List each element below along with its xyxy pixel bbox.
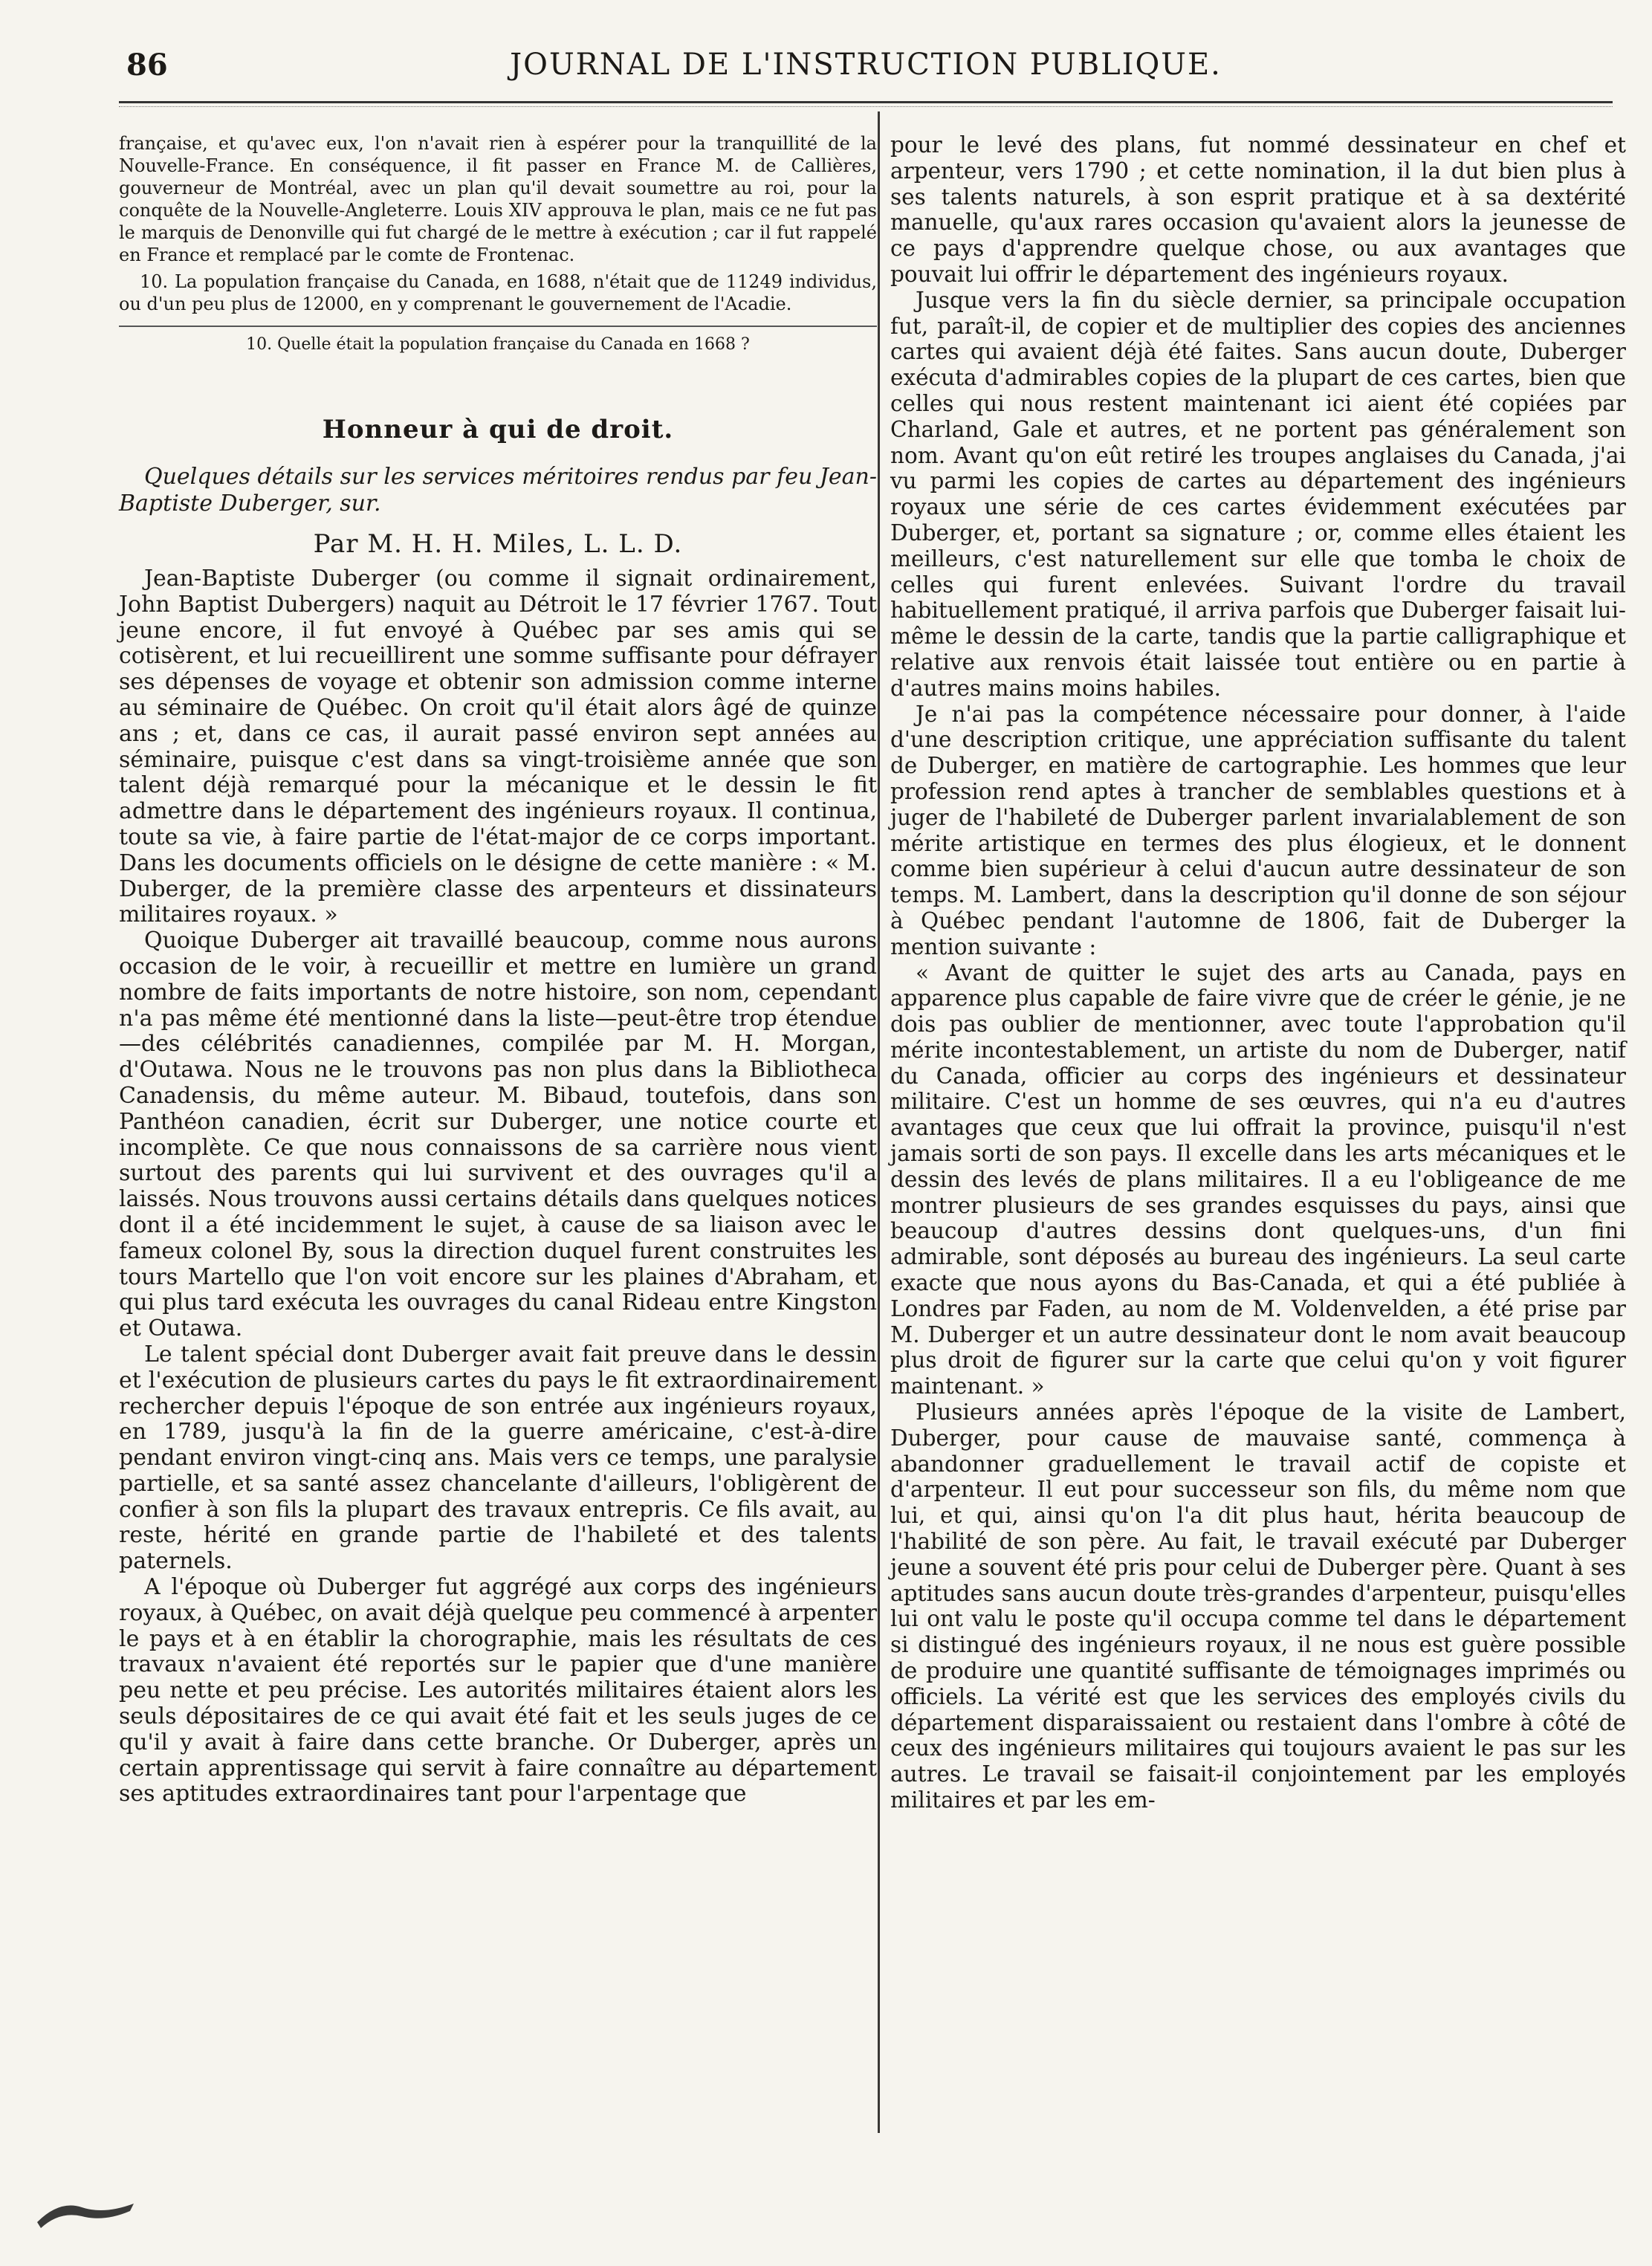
right-column <box>890 132 1626 1813</box>
column-divider <box>878 111 880 2133</box>
population-paragraph: 10. La population française du Canada, en 1688, n'était que de 11249 individus, ou d'un peu plus de 12000, en y comprenant le gouvernement de l'Acadie. <box>119 271 877 314</box>
article-paragraph: Plusieurs années après l'époque de la visite de Lambert, Duberger, pour cause de mauvaise santé, commença à abandonner graduellement le travail actif de copiste et d'arpenteur. Il eut pour successeur son fils, du même nom que lui, et qui, ainsi qu'on l'a dit plus haut, hérita beaucoup de l'habilité de son père. Au fait, le travail exécuté par Duberger jeune a souvent été pris pour celui de Duberger père. Quant à ses aptitudes sans aucun doute très-grandes d'arpenteur, puisqu'elles lui ont valu le poste qu'il occupa comme tel dans le département si distingué des ingénieurs royaux, il ne nous est guère possible de produire une quantité suffisante de témoignages imprimés ou officiels. La vérité est que les services des employés civils du département disparaissaient ou restaient dans l'ombre à côté de ceux des ingénieurs militaires qui toujours avaient le pas sur les autres. Le travail se faisait-il conjointement par les employés militaires et par les em- <box>890 1399 1626 1813</box>
article-subtitle: Quelques détails sur les services méritoires rendus par feu Jean-Baptiste Duberger, sur. <box>119 464 877 517</box>
running-title: JOURNAL DE L'INSTRUCTION PUBLIQUE. <box>510 48 1222 82</box>
lambert-quote: « Avant de quitter le sujet des arts au Canada, pays en apparence plus capable de faire vivre que de créer le génie, je ne dois pas oublier de mentionner, avec toute l'approbation qu'il mérite incontestablement, un artiste du nom de Duberger, natif du Canada, officier au corps des ingénieurs et dessinateur militaire. C'est un homme de ses œuvres, qui n'a eu d'autres avantages que ceux que lui offrait la province, puisqu'il n'est jamais sorti de son pays. Il excelle dans les arts mécaniques et le dessin des levés de plans militaires. Il a eu l'obligeance de me montrer plusieurs de ses grandes esquisses du pays, ainsi que beaucoup d'autres dessins dont quelques-uns, d'un fini admirable, sont déposés au bureau des ingénieurs. La seul carte exacte que nous ayons du Bas-Canada, et qui a été publiée à Londres par Faden, au nom de M. Voldenvelden, a été prise par M. Duberger et un autre dessinateur dont le nom avait beaucoup plus droit de figurer sur la carte que celui qu'on y voit figurer maintenant. » <box>890 959 1626 1399</box>
article-paragraph: Je n'ai pas la compétence nécessaire pour donner, à l'aide d'une description critique, une appréciation suffisante du talent de Duberger, en matière de cartographie. Les hommes que leur profession rend aptes à trancher de semblables questions et à juger de l'habileté de Duberger parlent invarialablement de son mérite artistique en termes des plus élogieux, et le donnent comme bien supérieur à celui d'aucun autre dessinateur de son temps. M. Lambert, dans la description qu'il donne de son séjour à Québec pendant l'automne de 1806, fait de Duberger la mention suivante : <box>890 701 1626 959</box>
article-paragraph: A l'époque où Duberger fut aggrégé aux corps des ingénieurs royaux, à Québec, on avait déjà quelque peu commencé à arpenter le pays et à en établir la chorographie, mais les résultats de ces travaux n'avaient été reportés sur le papier que d'une manière peu nette et peu précise. Les autorités militaires étaient alors les seuls dépositaires de ce qui avait été fait et les seuls juges de ce qu'il y avait à faire dans cette branche. Or Duberger, après un certain apprentissage qui servit à faire connaître au département ses aptitudes extraordinaires tant pour l'arpentage que <box>119 1574 877 1807</box>
article-paragraph: pour le levé des plans, fut nommé dessinateur en chef et arpenteur, vers 1790 ; et cette nomination, il la dut bien plus à ses talents naturels, à son esprit pratique et à sa dextérité manuelle, qu'aux rares occasion qu'avaient alors la jeunesse de ce pays d'apprendre quelque chose, ou aux avantages que pouvait lui offrir le département des ingénieurs royaux. <box>890 132 1626 287</box>
article-paragraph: Quoique Duberger ait travaillé beaucoup, comme nous aurons occasion de le voir, à recueillir et mettre en lumière un grand nombre de faits importants de notre histoire, son nom, cependant n'a pas même été mentionné dans la liste—peut-être trop étendue—des célébrités canadiennes, compilée par M. H. Morgan, d'Outawa. Nous ne le trouvons pas non plus dans la Bibliotheca Canadensis, du même auteur. M. Bibaud, toutefois, dans son Panthéon canadien, écrit sur Duberger, une notice courte et incomplète. Ce que nous connaissons de sa carrière nous vient surtout des parents qui lui survivent et des ouvrages qu'il a laissés. Nous trouvons aussi certains détails dans quelques notices dont il a été incidemment le sujet, à cause de sa liaison avec le fameux colonel By, sous la direction duquel furent construites les tours Martello que l'on voit encore sur les plaines d'Abraham, et qui plus tard exécuta les ouvrages du canal Rideau entre Kingston et Outawa. <box>119 928 877 1342</box>
header-rule <box>119 101 1613 107</box>
article-paragraph: Jean-Baptiste Duberger (ou comme il signait ordinairement, John Baptist Dubergers) naquit au Détroit le 17 février 1767. Tout jeune encore, il fut envoyé à Québec par ses amis qui se cotisèrent, et lui recueillirent une somme suffisante pour défrayer ses dépenses de voyage et obtenir son admission comme interne au séminaire de Québec. On croit qu'il était alors âgé de quinze ans ; et, dans ce cas, il aurait passé environ sept années au séminaire, puisque c'est dans sa vingt-troisième année que son talent déjà remarqué pour la mécanique et le dessin le fit admettre dans le département des ingénieurs royaux. Il continua, toute sa vie, à faire partie de l'état-major de ce corps important. Dans les documents officiels on le désigne de cette manière : « M. Duberger, de la première classe des arpenteurs et dissinateurs militaires royaux. » <box>119 566 877 928</box>
article-paragraph: Jusque vers la fin du siècle dernier, sa principale occupation fut, paraît-il, de copier et de multiplier des copies des anciennes cartes qui avaient déjà été faites. Sans aucun doute, Duberger exécuta d'admirables copies de la plupart de ces cartes, bien que celles qui nous restent maintenant ici aient été copiées par Charland, Gale et autres, et ne portent pas généralement son nom. Avant qu'on eût retiré les troupes anglaises du Canada, j'ai vu parmi les copies de cartes au département des ingénieurs royaux une série de ces cartes évidemment exécutées par Duberger, et, portant sa signature ; or, comme elles étaient les meilleurs, c'est naturellement sur elle que tomba le choix de celles qui furent enlevées. Suivant l'ordre du travail habituellement pratiqué, il arriva parfois que Duberger faisait lui-même le dessin de la carte, tandis que la partie calligraphique et relative aux renvois était laissée tout entière ou en partie à d'autres mains moins habiles. <box>890 287 1626 701</box>
continued-paragraph: française, et qu'avec eux, l'on n'avait rien à espérer pour la tranquillité de la Nouvelle-France. En conséquence, il fit passer en France M. de Callières, gouverneur de Montréal, avec un plan qu'il devait soumettre au roi, pour la conquête de la Nouvelle-Angleterre. Louis XIV approuva le plan, mais ce ne fut pas le marquis de Denonville qui fut chargé de le mettre à exécution ; car il fut rappelé en France et remplacé par le comte de Frontenac. <box>119 133 877 265</box>
continued-history-section <box>119 132 877 315</box>
left-column <box>119 132 877 1807</box>
article <box>119 415 877 1807</box>
ink-smudge <box>30 2185 141 2230</box>
article-paragraph: Le talent spécial dont Duberger avait fait preuve dans le dessin et l'exécution de plusieurs cartes du pays le fit extraordinairement rechercher depuis l'époque de son entrée aux ingénieurs royaux, en 1789, jusqu'à la fin de la guerre américaine, c'est-à-dire pendant environ vingt-cinq ans. Mais vers ce temps, une paralysie partielle, et sa santé assez chancelante d'ailleurs, l'obligèrent de confier à son fils la plupart des travaux entrepris. Ce fils avait, au reste, hérité en grande partie de l'habileté et des talents paternels. <box>119 1341 877 1575</box>
review-question: 10. Quelle était la population française du Canada en 1668 ? <box>119 326 877 363</box>
article-byline: Par M. H. H. Miles, L. L. D. <box>313 529 683 559</box>
article-body-right <box>890 132 1626 1813</box>
article-title: Honneur à qui de droit. <box>322 415 674 444</box>
page-number: 86 <box>126 48 168 82</box>
page-header <box>126 43 1605 95</box>
article-body-left <box>119 566 877 1807</box>
